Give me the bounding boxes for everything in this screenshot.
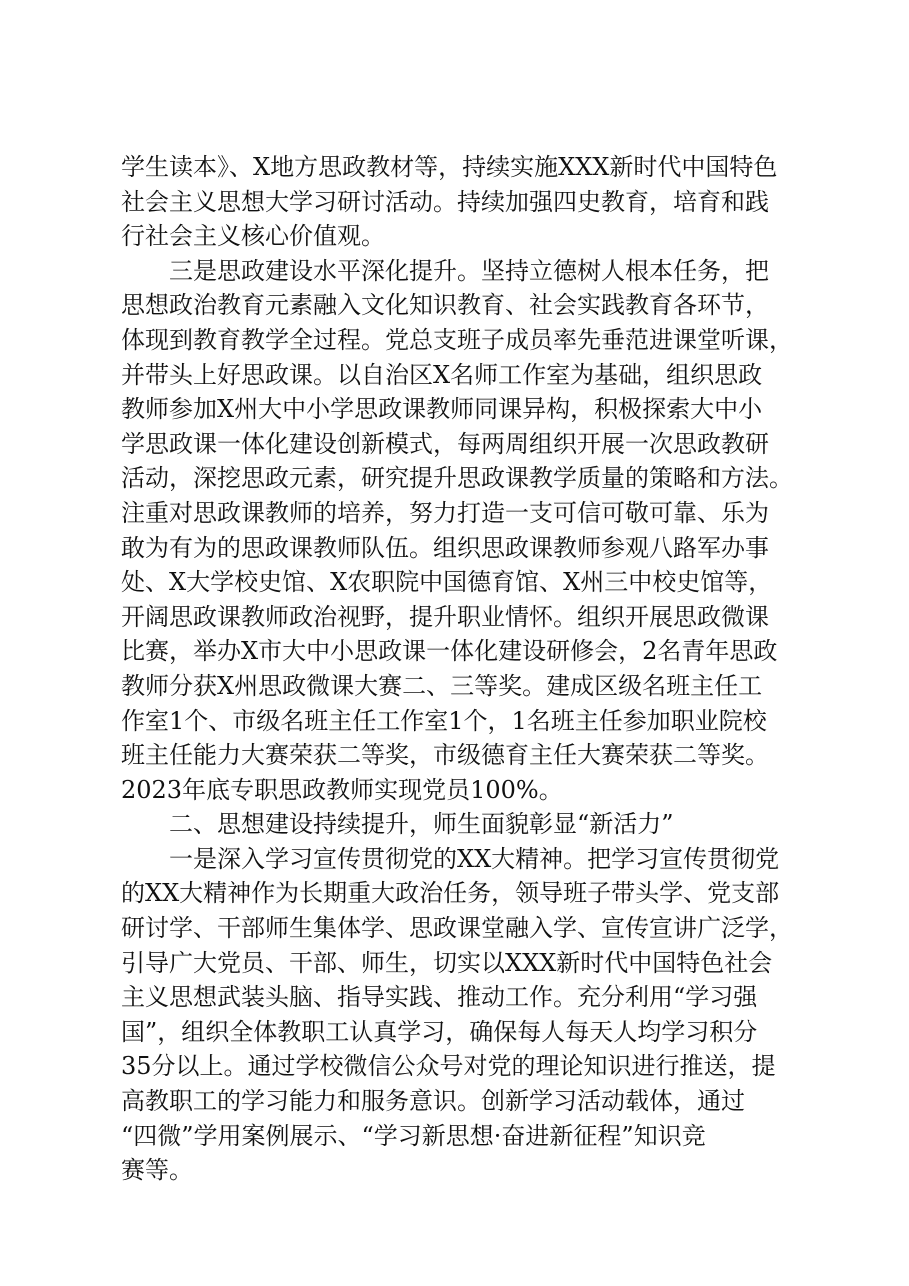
text-line: 作室1个、市级名班主任工作室1个，1名班主任参加职业院校 <box>121 706 767 735</box>
text-line: 一是深入学习宣传贯彻党的XX大精神。把学习宣传贯彻党 <box>169 844 780 873</box>
text-line: 学思政课一体化建设创新模式，每两周组织开展一次思政教研 <box>121 429 769 458</box>
text-line: 的XX大精神作为长期重大政治任务，领导班子带头学、党支部 <box>121 879 780 908</box>
text-line: 研讨学、干部师生集体学、思政课堂融入学、宣传宣讲广泛学， <box>121 914 793 943</box>
text-line: 学生读本》、X地方思政教材等，持续实施XXX新时代中国特色 <box>121 153 778 181</box>
text-line: “四微”学用案例展示、“学习新思想·奋进新征程”知识竞 <box>121 1121 706 1150</box>
text-line: 开阔思政课教师政治视野，提升职业情怀。组织开展思政微课 <box>121 602 769 631</box>
text-line: 社会主义思想大学习研讨活动。持续加强四史教育，培育和践 <box>121 187 769 216</box>
text-line: 处、X大学校史馆、X农职院中国德育馆、X州三中校史馆等， <box>121 568 773 597</box>
text-line: 主义思想武装头脑、指导实践、推动工作。充分利用“学习强 <box>121 983 758 1012</box>
text-line: 比赛，举办X市大中小思政课一体化建设研修会，2名青年思政 <box>121 637 778 666</box>
text-line: 教师分获X州思政微课大赛二、三等奖。建成区级名班主任工 <box>121 671 763 700</box>
text-line: 注重对思政课教师的培养，努力打造一支可信可敬可靠、乐为 <box>121 498 769 527</box>
text-line: 教师参加X州大中小学思政课教师同课异构，积极探索大中小 <box>121 395 763 424</box>
text-line: 体现到教育教学全过程。党总支班子成员率先垂范进课堂听课， <box>121 325 793 354</box>
text-line: 二、思想建设持续提升，师生面貌彰显“新活力” <box>169 810 674 839</box>
text-line: 引导广大党员、干部、师生，切实以XXX新时代中国特色社会 <box>121 948 773 977</box>
text-line: 赛等。 <box>121 1156 193 1185</box>
text-line: 行社会主义核心价值观。 <box>121 222 385 251</box>
text-line: 班主任能力大赛荣获二等奖，市级德育主任大赛荣获二等奖。 <box>121 741 769 770</box>
text-line: 35分以上。通过学校微信公众号对党的理论知识进行推送，提 <box>121 1052 776 1081</box>
text-line: 活动，深挖思政元素，研究提升思政课教学质量的策略和方法。 <box>121 464 793 493</box>
text-line: 国”，组织全体教职工认真学习，确保每人每天人均学习积分 <box>121 1017 758 1046</box>
text-line: 三是思政建设水平深化提升。坚持立德树人根本任务，把 <box>169 256 769 285</box>
text-line: 高教职工的学习能力和服务意识。创新学习活动载体，通过 <box>121 1087 745 1116</box>
text-line: 2023年底专职思政教师实现党员100%。 <box>121 775 563 804</box>
text-line: 思想政治教育元素融入文化知识教育、社会实践教育各环节， <box>121 291 769 320</box>
text-line: 敢为有为的思政课教师队伍。组织思政课教师参观八路军办事 <box>121 533 769 562</box>
text-line: 并带头上好思政课。以自治区X名师工作室为基础，组织思政 <box>121 360 763 389</box>
body-text <box>121 150 821 1188</box>
